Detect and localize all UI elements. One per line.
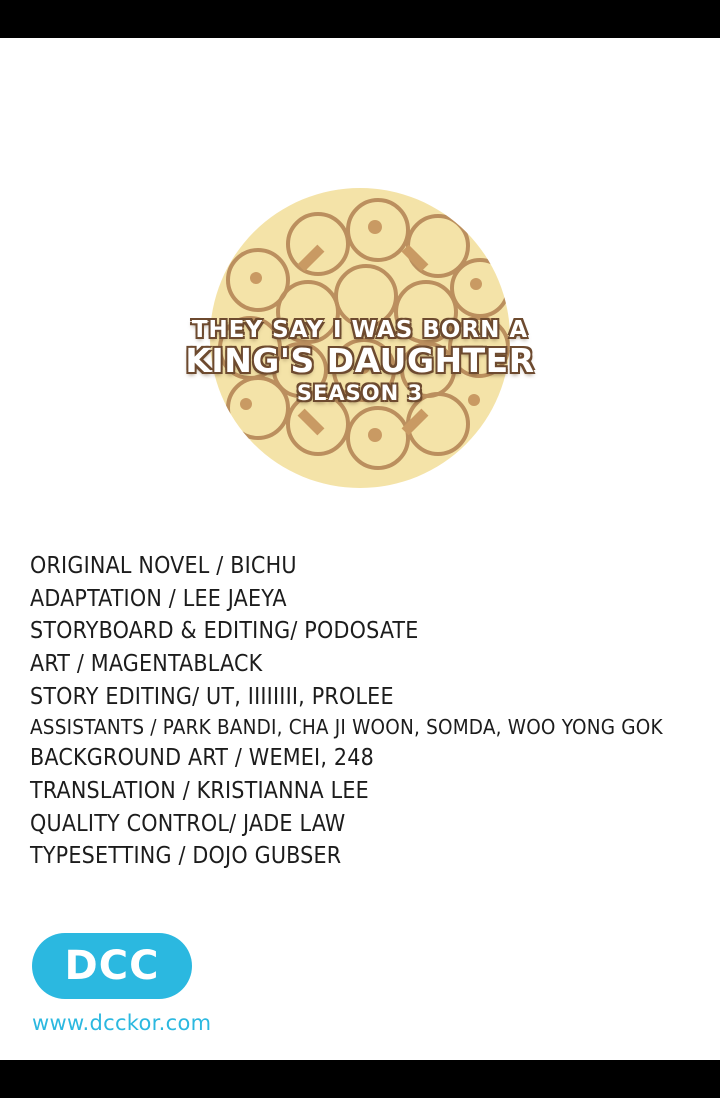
pattern-dot — [470, 278, 482, 290]
site-url-link[interactable]: www.dcckor.com — [32, 1011, 212, 1035]
pattern-circle — [286, 212, 350, 276]
series-logo — [0, 168, 720, 508]
credit-line: TYPESETTING / DOJO GUBSER — [30, 843, 342, 870]
logo-title-block — [170, 318, 550, 404]
dcc-logo-text: DCC — [64, 943, 160, 989]
credit-line: BACKGROUND ART / WEMEI, 248 — [30, 745, 374, 772]
logo-title-line-2: KING'S DAUGHTER — [185, 341, 535, 381]
dcc-logo-badge[interactable] — [32, 933, 192, 999]
credit-line: ART / MAGENTABLACK — [30, 650, 263, 677]
pattern-dot — [368, 428, 382, 442]
credit-line: TRANSLATION / KRISTIANNA LEE — [30, 778, 369, 805]
credit-line: STORY EDITING/ UT, IIIIIIII, PROLEE — [30, 683, 394, 710]
footer-brand — [32, 933, 432, 1035]
credits-list — [30, 550, 700, 873]
logo-title-line-1: THEY SAY I WAS BORN A — [191, 317, 529, 343]
pattern-dot — [250, 272, 262, 284]
pattern-dot — [368, 220, 382, 234]
credit-line: QUALITY CONTROL/ JADE LAW — [30, 810, 346, 837]
credit-line: ASSISTANTS / PARK BANDI, CHA JI WOON, SOMDA, WOO YONG GOK — [30, 715, 663, 740]
credit-line: STORYBOARD & EDITING/ PODOSATE — [30, 618, 419, 645]
logo-season-label: SEASON 3 — [296, 380, 424, 405]
credit-line: ADAPTATION / LEE JAEYA — [30, 585, 287, 612]
white-sheet — [0, 38, 720, 1060]
credit-line: ORIGINAL NOVEL / BICHU — [30, 553, 297, 579]
